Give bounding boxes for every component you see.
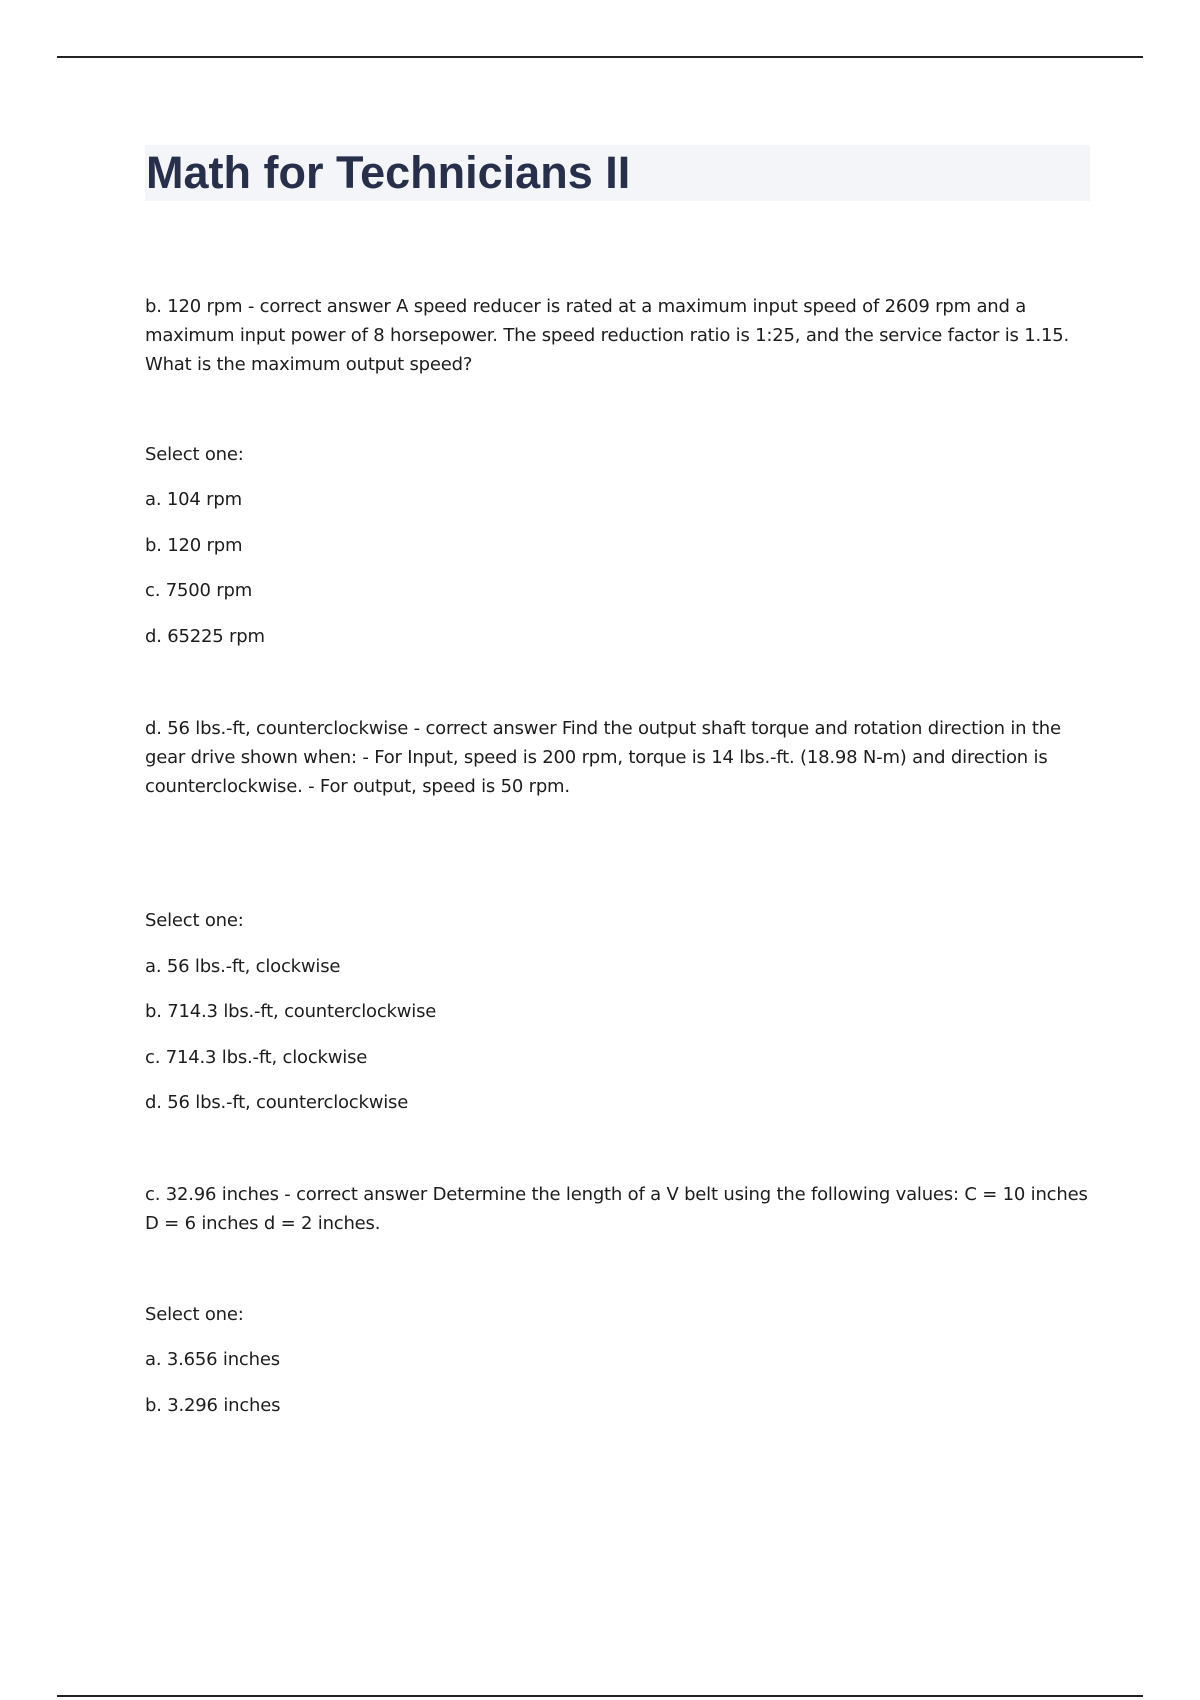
- bottom-divider: [57, 1695, 1143, 1697]
- page-title: Math for Technicians II: [146, 147, 631, 198]
- question-1-prompt: Select one:: [145, 444, 244, 465]
- question-1-text: b. 120 rpm - correct answer A speed reducer is rated at a maximum input speed of 2609 rpm and a maximum input power of 8 horsepower. The speed reduction ratio is 1:25, and the service factor is 1.15. What is the maximum output speed?: [145, 296, 1070, 375]
- question-2-prompt: Select one:: [145, 910, 244, 931]
- top-divider: [57, 56, 1143, 58]
- question-1-option-c: c. 7500 rpm: [145, 580, 253, 601]
- question-2-option-a: a. 56 lbs.-ft, clockwise: [145, 956, 341, 977]
- question-3-option-b: b. 3.296 inches: [145, 1395, 281, 1416]
- question-2-option-b: b. 714.3 lbs.-ft, counterclockwise: [145, 1001, 437, 1022]
- question-2-option-c: c. 714.3 lbs.-ft, clockwise: [145, 1047, 368, 1068]
- question-2-text: d. 56 lbs.-ft, counterclockwise - correct answer Find the output shaft torque and rotation direction in the gear drive shown when: - For Input, speed is 200 rpm, torque is 14 lbs.-ft. (18.98 N-m) and direction is counterclockwise. - For output, speed is 50 rpm.: [145, 718, 1061, 797]
- question-1-option-b: b. 120 rpm: [145, 535, 243, 556]
- question-1-option-d: d. 65225 rpm: [145, 626, 265, 647]
- question-3-option-a: a. 3.656 inches: [145, 1349, 280, 1370]
- question-1-option-a: a. 104 rpm: [145, 489, 242, 510]
- question-3-prompt: Select one:: [145, 1304, 244, 1325]
- question-2-option-d: d. 56 lbs.-ft, counterclockwise: [145, 1092, 409, 1113]
- question-3-text: c. 32.96 inches - correct answer Determine the length of a V belt using the following values: C = 10 inches D = 6 inches d = 2 inches.: [145, 1184, 1088, 1234]
